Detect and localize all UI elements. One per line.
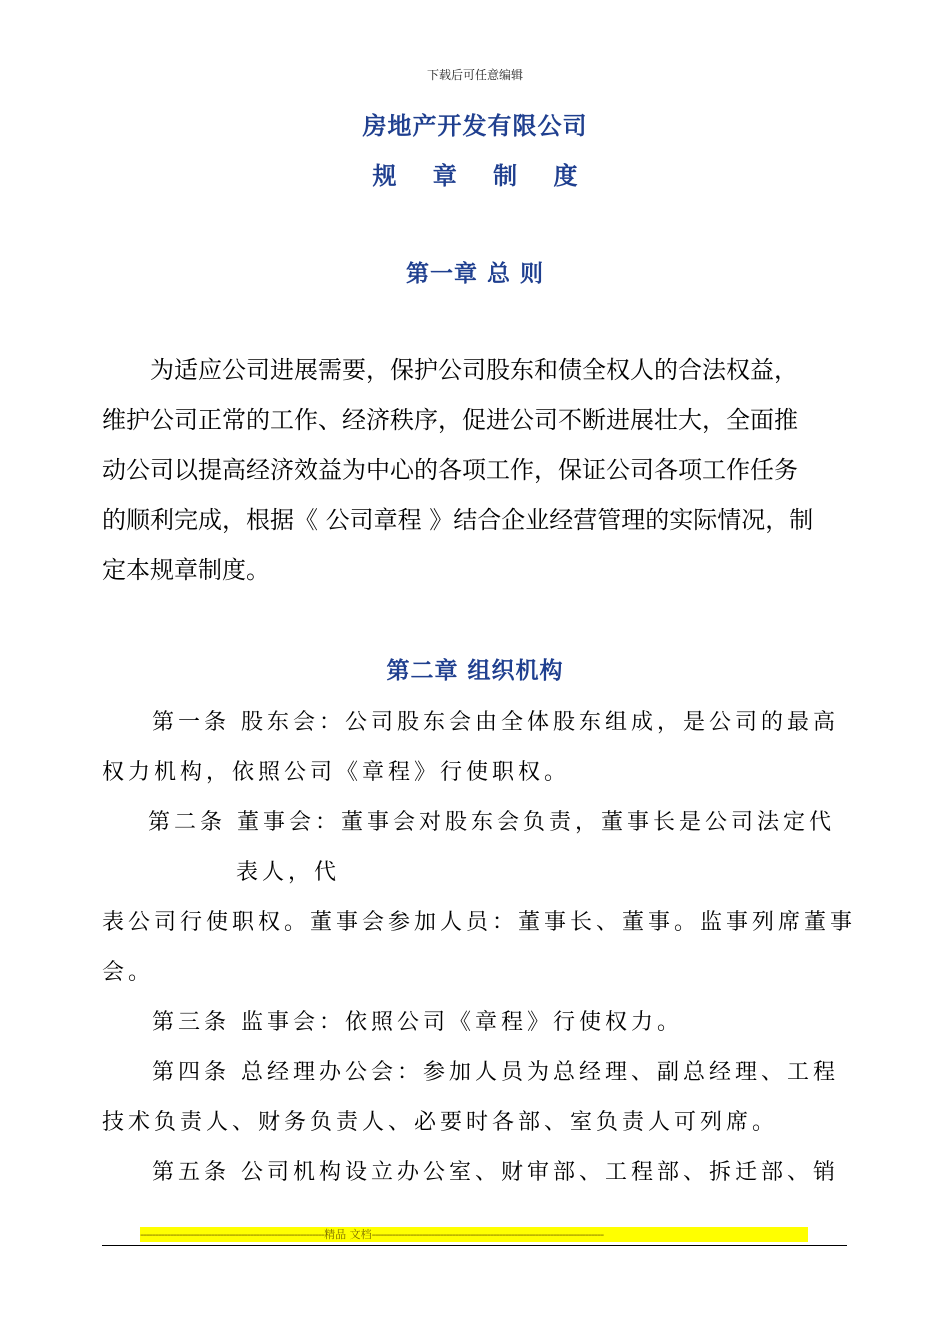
article-2-line-2: 表人，代 [236, 860, 341, 885]
article-2-line-4: 会。 [102, 960, 155, 985]
paragraph-line: 定本规章制度。 [102, 556, 270, 584]
footer-label: 精品 文档 [324, 1228, 372, 1241]
chapter-1-heading: 第一章 总 则 [405, 260, 544, 287]
header-note: 下载后可任意编辑 [426, 68, 523, 82]
footer-rule [102, 1245, 847, 1246]
article-4-line-2: 技术负责人、财务负责人、必要时各部、室负责人可列席。 [102, 1110, 779, 1135]
document-subtitle: 规 章 制 度 [372, 161, 592, 190]
document-title: 房地产开发有限公司 [362, 111, 588, 140]
paragraph-line: 的顺利完成，根据《 公司章程 》结合企业经营管理的实际情况，制 [102, 506, 814, 534]
article-2-line-1: 第二条 董事会：董事会对股东会负责，董事长是公司法定代 [148, 810, 835, 835]
paragraph-line: 动公司以提高经济效益为中心的各项工作，保证公司各项工作任务 [102, 456, 798, 484]
article-4-line-1: 第四条 总经理办公会：参加人员为总经理、副总经理、工程 [152, 1060, 839, 1085]
article-2-line-3: 表公司行使职权。董事会参加人员：董事长、董事。监事列席董事 [102, 910, 857, 935]
chapter-1-paragraph [102, 345, 847, 595]
chapter-2-heading: 第二章 组织机构 [386, 657, 564, 684]
article-3-line-1: 第三条 监事会：依照公司《章程》行使权力。 [152, 1010, 683, 1035]
article-5-line-1: 第五条 公司机构设立办公室、财审部、工程部、拆迁部、销 [152, 1160, 839, 1185]
footer-dashes-right: ------------------------------------------------------------------------------ [371, 1228, 604, 1241]
article-1-line-1: 第一条 股东会：公司股东会由全体股东组成，是公司的最高 [152, 710, 839, 735]
paragraph-line: 为适应公司进展需要，保护公司股东和债全权人的合法权益， [150, 356, 798, 384]
footer-watermark-bar [140, 1227, 808, 1242]
footer-dashes-left: -------------------------------------------------------------- [140, 1228, 325, 1241]
article-1-line-2: 权力机构，依照公司《章程》行使职权。 [102, 760, 571, 785]
paragraph-line: 维护公司正常的工作、经济秩序，促进公司不断进展壮大，全面推 [102, 406, 798, 434]
